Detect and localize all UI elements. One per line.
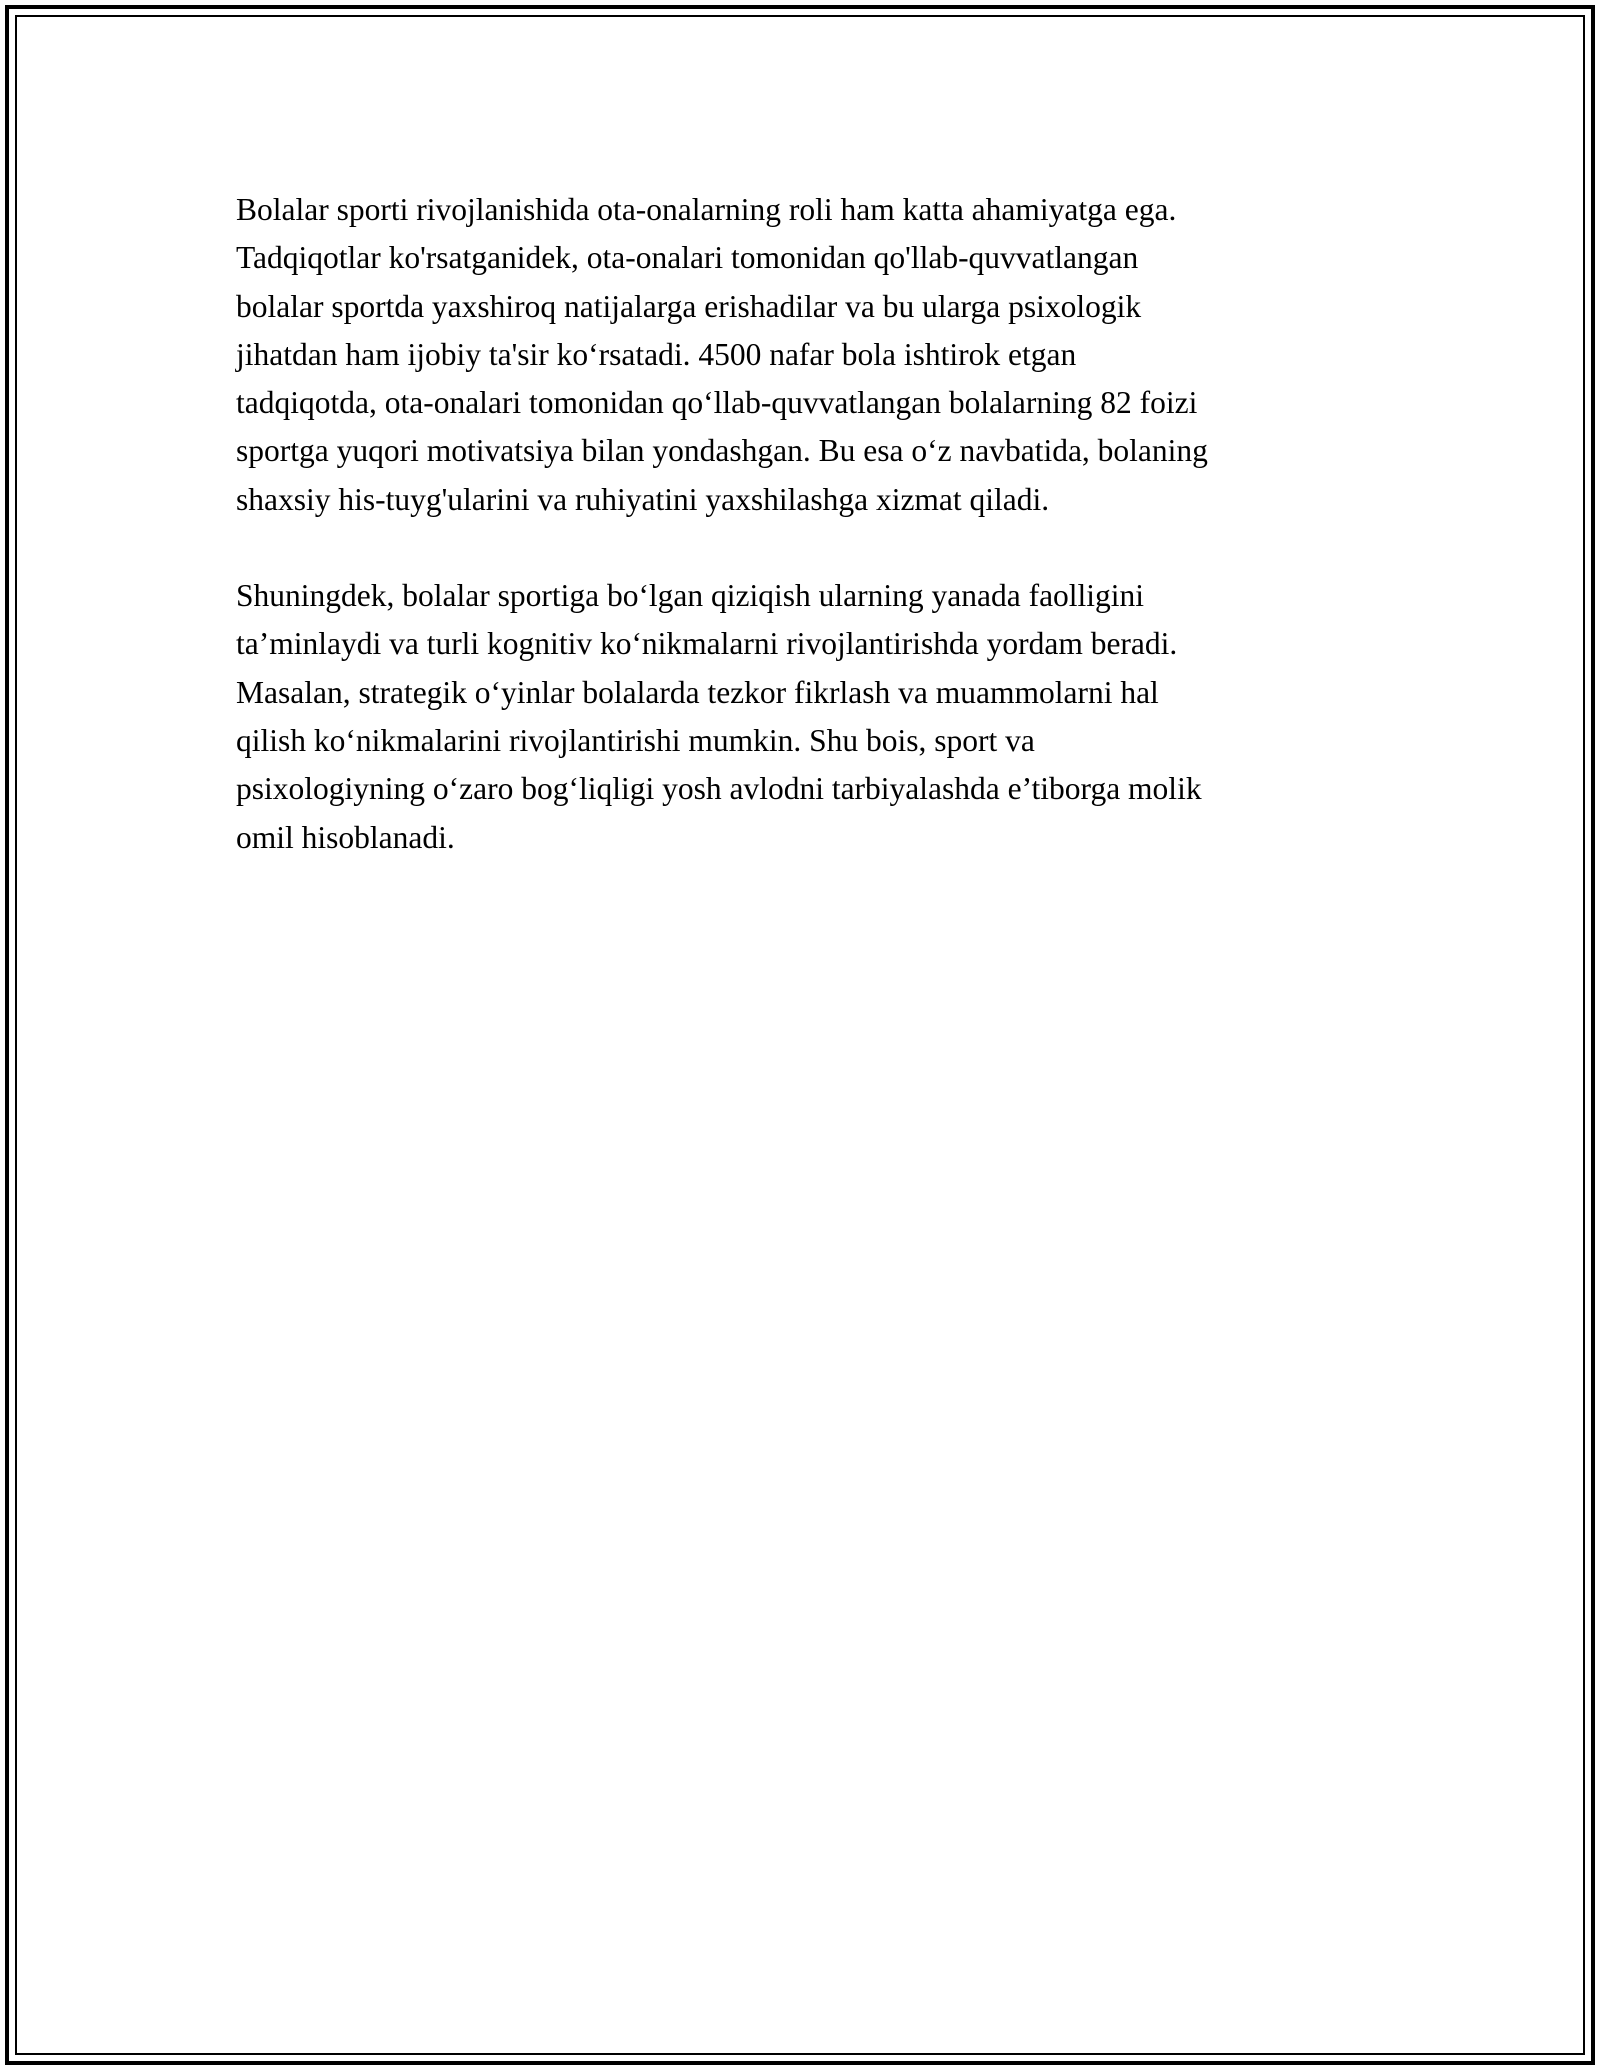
text-line: Bolalar sporti rivojlanishida ota-onalarning roli ham katta ahamiyatga ega. — [236, 192, 1177, 227]
text-line: shaxsiy his-tuyg'ularini va ruhiyatini yaxshilashga xizmat qiladi. — [236, 481, 1050, 517]
paragraph-cognitive-skills — [236, 572, 1376, 862]
paragraph-parental-role — [236, 186, 1376, 524]
text-line: ta’minlaydi va turli kognitiv ko‘nikmalarni rivojlantirishda yordam beradi. — [236, 626, 1178, 662]
text-line: omil hisoblanadi. — [236, 819, 455, 855]
text-line: Masalan, strategik o‘yinlar bolalarda tezkor fikrlash va muammolarni hal — [236, 674, 1159, 710]
text-line: jihatdan ham ijobiy ta'sir ko‘rsatadi. 4500 nafar bola ishtirok etgan — [236, 336, 1077, 372]
text-line: bolalar sportda yaxshiroq natijalarga erishadilar va bu ularga psixologik — [236, 288, 1142, 324]
text-line: Tadqiqotlar ko'rsatganidek, ota-onalari tomonidan qo'llab-quvvatlangan — [236, 240, 1139, 276]
text-line: sportga yuqori motivatsiya bilan yondashgan. Bu esa o‘z navbatida, bolaning — [236, 433, 1208, 469]
document-body — [236, 186, 1376, 862]
text-line: Shuningdek, bolalar sportiga bo‘lgan qiziqish ularning yanada faolligini — [236, 578, 1145, 614]
text-line: qilish ko‘nikmalarini rivojlantirishi mumkin. Shu bois, sport va — [236, 722, 1035, 758]
text-line: tadqiqotda, ota-onalari tomonidan qo‘llab-quvvatlangan bolalarning 82 foizi — [236, 385, 1198, 421]
text-line: psixologiyning o‘zaro bog‘liqligi yosh avlodni tarbiyalashda e’tiborga molik — [236, 771, 1202, 807]
